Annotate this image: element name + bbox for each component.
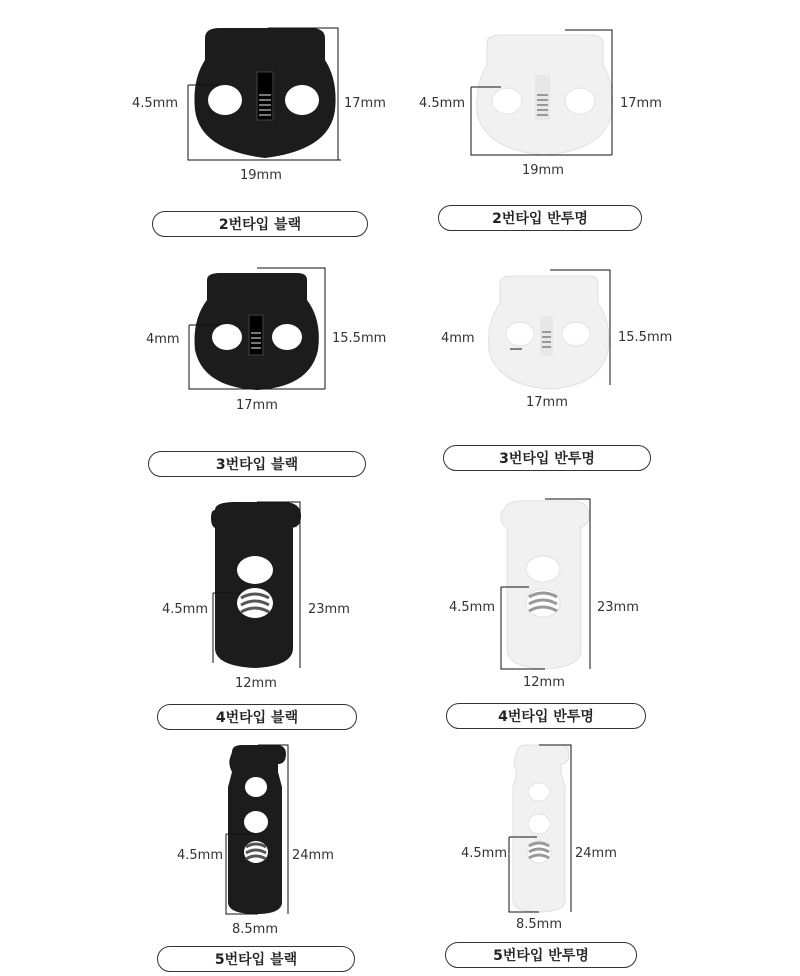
size-left: 4mm	[441, 331, 475, 346]
cord-stopper-type3-clear-image	[480, 268, 620, 393]
product-label-button[interactable]: 5번타입 블랙	[157, 946, 355, 972]
size-right: 17mm	[344, 96, 386, 111]
size-left: 4.5mm	[132, 96, 179, 111]
size-bottom: 19mm	[522, 163, 564, 178]
size-bottom: 12mm	[523, 675, 565, 690]
size-right: 24mm	[292, 848, 334, 863]
product-label-button[interactable]: 2번타입 블랙	[152, 211, 368, 237]
cord-stopper-type5-clear-image	[505, 742, 577, 917]
cord-stopper-type4-clear-image	[495, 495, 595, 673]
product-label-button[interactable]: 4번타입 블랙	[157, 704, 357, 730]
product-label-button[interactable]: 3번타입 블랙	[148, 451, 366, 477]
cord-stopper-type3-black-image	[185, 265, 330, 395]
size-left: 4.5mm	[449, 600, 496, 615]
size-right: 23mm	[308, 602, 350, 617]
size-bottom: 12mm	[235, 676, 277, 691]
size-bottom: 17mm	[526, 395, 568, 410]
size-bottom: 8.5mm	[232, 922, 279, 937]
product-label-button[interactable]: 5번타입 반투명	[445, 942, 637, 968]
size-left: 4mm	[146, 332, 180, 347]
size-left: 4.5mm	[419, 96, 466, 111]
product-label-button[interactable]: 4번타입 반투명	[446, 703, 646, 729]
size-right: 24mm	[575, 846, 617, 861]
size-bottom: 19mm	[240, 168, 282, 183]
size-bottom: 17mm	[236, 398, 278, 413]
size-right: 23mm	[597, 600, 639, 615]
size-right: 17mm	[620, 96, 662, 111]
size-left: 4.5mm	[461, 846, 508, 861]
product-label-button[interactable]: 3번타입 반투명	[443, 445, 651, 471]
size-left: 4.5mm	[177, 848, 224, 863]
size-right: 15.5mm	[332, 331, 387, 346]
cord-stopper-type5-black-image	[222, 742, 292, 920]
cord-stopper-type2-clear-image	[465, 25, 635, 160]
cord-stopper-type4-black-image	[205, 498, 305, 673]
size-bottom: 8.5mm	[516, 917, 563, 932]
product-label-button[interactable]: 2번타입 반투명	[438, 205, 642, 231]
size-left: 4.5mm	[162, 602, 209, 617]
cord-stopper-type2-black-image	[180, 20, 350, 165]
size-right: 15.5mm	[618, 330, 673, 345]
